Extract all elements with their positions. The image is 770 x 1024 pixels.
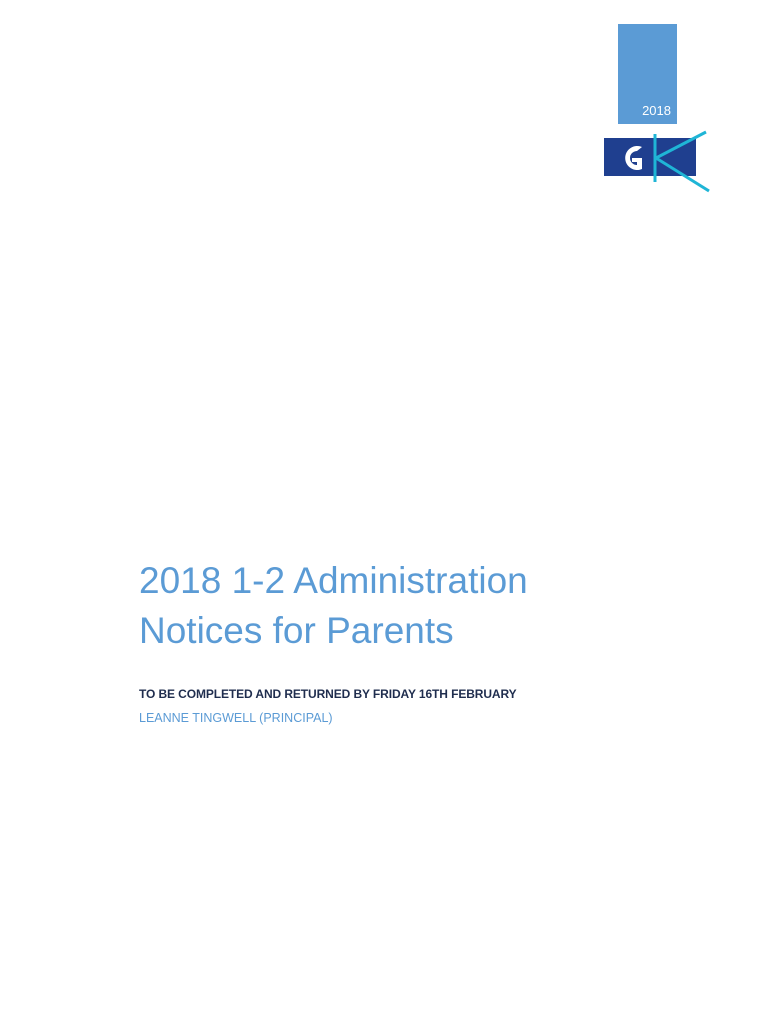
title-line-1: 2018 1-2 Administration [139, 560, 528, 601]
document-title [139, 556, 528, 656]
year-tab-label: 2018 [642, 103, 671, 118]
document-subtitle: TO BE COMPLETED AND RETURNED BY FRIDAY 16TH FEBRUARY [139, 687, 517, 701]
title-line-2: Notices for Parents [139, 610, 454, 651]
year-tab [618, 24, 677, 124]
document-author: LEANNE TINGWELL (PRINCIPAL) [139, 711, 333, 725]
school-logo-icon [602, 128, 712, 194]
